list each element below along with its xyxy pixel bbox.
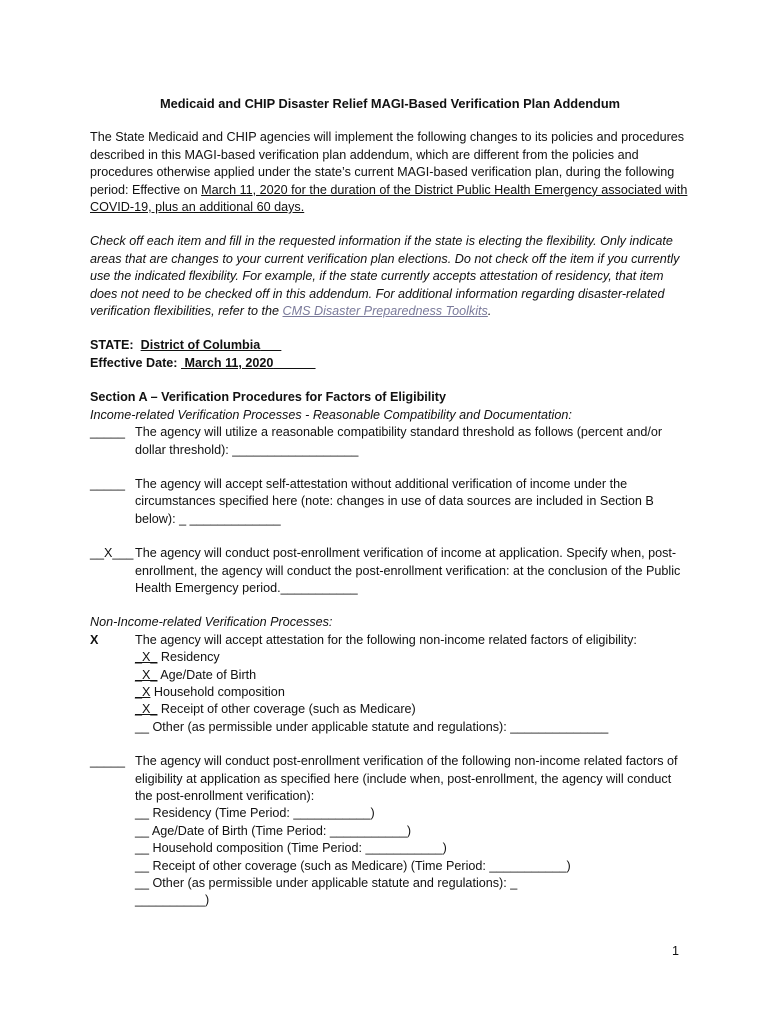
attest-age: _X_ Age/Date of Birth	[135, 667, 257, 682]
income-item-2-text: The agency will accept self-attestation without additional verification of income under the circumstances specified here (note: changes in use of data sources are included in Section B below): _ _____________	[135, 476, 654, 526]
income-item-3-mark[interactable]: __X___	[90, 546, 134, 561]
attestation-item-text: The agency will accept attestation for the following non-income related factors of eligibility:	[135, 632, 637, 647]
income-item-3-text: The agency will conduct post-enrollment verification of income at application. Specify when, post-enrollment, the agency will conduct the post-enrollment verification: at the conclusion of the Public Health Emergency period.___________	[135, 546, 681, 595]
state-line: STATE: District of Columbia___	[90, 338, 282, 353]
instructions-paragraph: Check off each item and fill in the requested information if the state is electing the flexibility. Only indicate areas that are changes to your current verification plan elections. Do not check off the item if you currently use the indicated flexibility. For example, if the state currently accepts attestation of residency, that item does not need to be checked off in this addendum. For additional information regarding disaster-related verification flexibilities, refer to the CMS Disaster Preparedness Toolkits.	[90, 234, 680, 319]
income-item-1-text: The agency will utilize a reasonable compatibility standard threshold as follows (percent and/or dollar threshold): __________________	[135, 425, 663, 457]
income-item-1-mark[interactable]: _____	[90, 425, 126, 440]
intro-text: The State Medicaid and CHIP agencies will implement the following changes to its policies and procedures described in this MAGI-based verification plan addendum, which are different from the policies and procedures otherwise applied under the state’s current MAGI-based verification plan, during the following period: Effective on	[90, 130, 685, 197]
income-item-1	[90, 424, 690, 459]
income-heading: Income-related Verification Processes - Reasonable Compatibility and Documentation:	[90, 407, 572, 422]
attestation-item	[90, 632, 690, 649]
page-number: 1	[672, 944, 680, 958]
document-page	[90, 95, 690, 910]
intro-paragraph	[90, 129, 690, 216]
income-item-2-mark[interactable]: _____	[90, 476, 126, 491]
attest-household: _X Household composition	[135, 684, 285, 699]
income-item-2	[90, 476, 690, 528]
attestation-item-mark[interactable]: X	[90, 632, 99, 647]
attest-other-coverage: _X_ Receipt of other coverage (such as Medicare)	[135, 702, 416, 717]
effective-period: March 11, 2020 for the duration of the District Public Health Emergency associated with COVID-19, plus an additional 60 days.	[90, 182, 688, 215]
document-title: Medicaid and CHIP Disaster Relief MAGI-Based Verification Plan Addendum	[159, 96, 621, 111]
post-enrollment-item-text: The agency will conduct post-enrollment verification of the following non-income related factors of eligibility at application as specified here (include when, post-enrollment, the agency will conduct the post-enrollment verification):	[135, 754, 678, 803]
post-enrollment-subitems	[90, 805, 690, 909]
attestation-subitems	[90, 649, 690, 736]
attest-other: __ Other (as permissible under applicable statute and regulations): ______________	[135, 719, 609, 734]
attest-residency: _X_ Residency	[135, 650, 220, 665]
post-enrollment-item-mark[interactable]: _____	[90, 754, 126, 769]
state-value: District of Columbia___	[140, 338, 282, 353]
post-enrollment-item	[90, 753, 690, 805]
income-item-3	[90, 545, 690, 597]
effective-date-line: Effective Date: March 11, 2020______	[90, 355, 316, 370]
effective-date-value: March 11, 2020______	[184, 355, 316, 370]
cms-toolkits-link[interactable]: CMS Disaster Preparedness Toolkits	[282, 304, 488, 319]
post-age: __ Age/Date of Birth (Time Period: ___________)	[135, 823, 412, 838]
post-residency: __ Residency (Time Period: ___________)	[135, 806, 375, 821]
post-other: __ Other (as permissible under applicable statute and regulations): _	[135, 876, 518, 891]
post-other-continuation: __________)	[135, 893, 210, 908]
section-a-heading: Section A – Verification Procedures for Factors of Eligibility	[90, 390, 446, 405]
post-other-coverage: __ Receipt of other coverage (such as Medicare) (Time Period: ___________)	[135, 858, 571, 873]
instructions-text: Check off each item and fill in the requested information if the state is electing the flexibility. Only indicate areas that are changes to your current verification plan elections. Do not check off the item if you currently use the indicated flexibility. For example, if the state currently accepts attestation of residency, that item does not need to be checked off in this addendum. For additional information regarding disaster-related verification flexibilities, refer to the	[90, 234, 680, 319]
post-household: __ Household composition (Time Period: ___________)	[135, 841, 447, 856]
nonincome-heading: Non-Income-related Verification Processes:	[90, 615, 333, 630]
